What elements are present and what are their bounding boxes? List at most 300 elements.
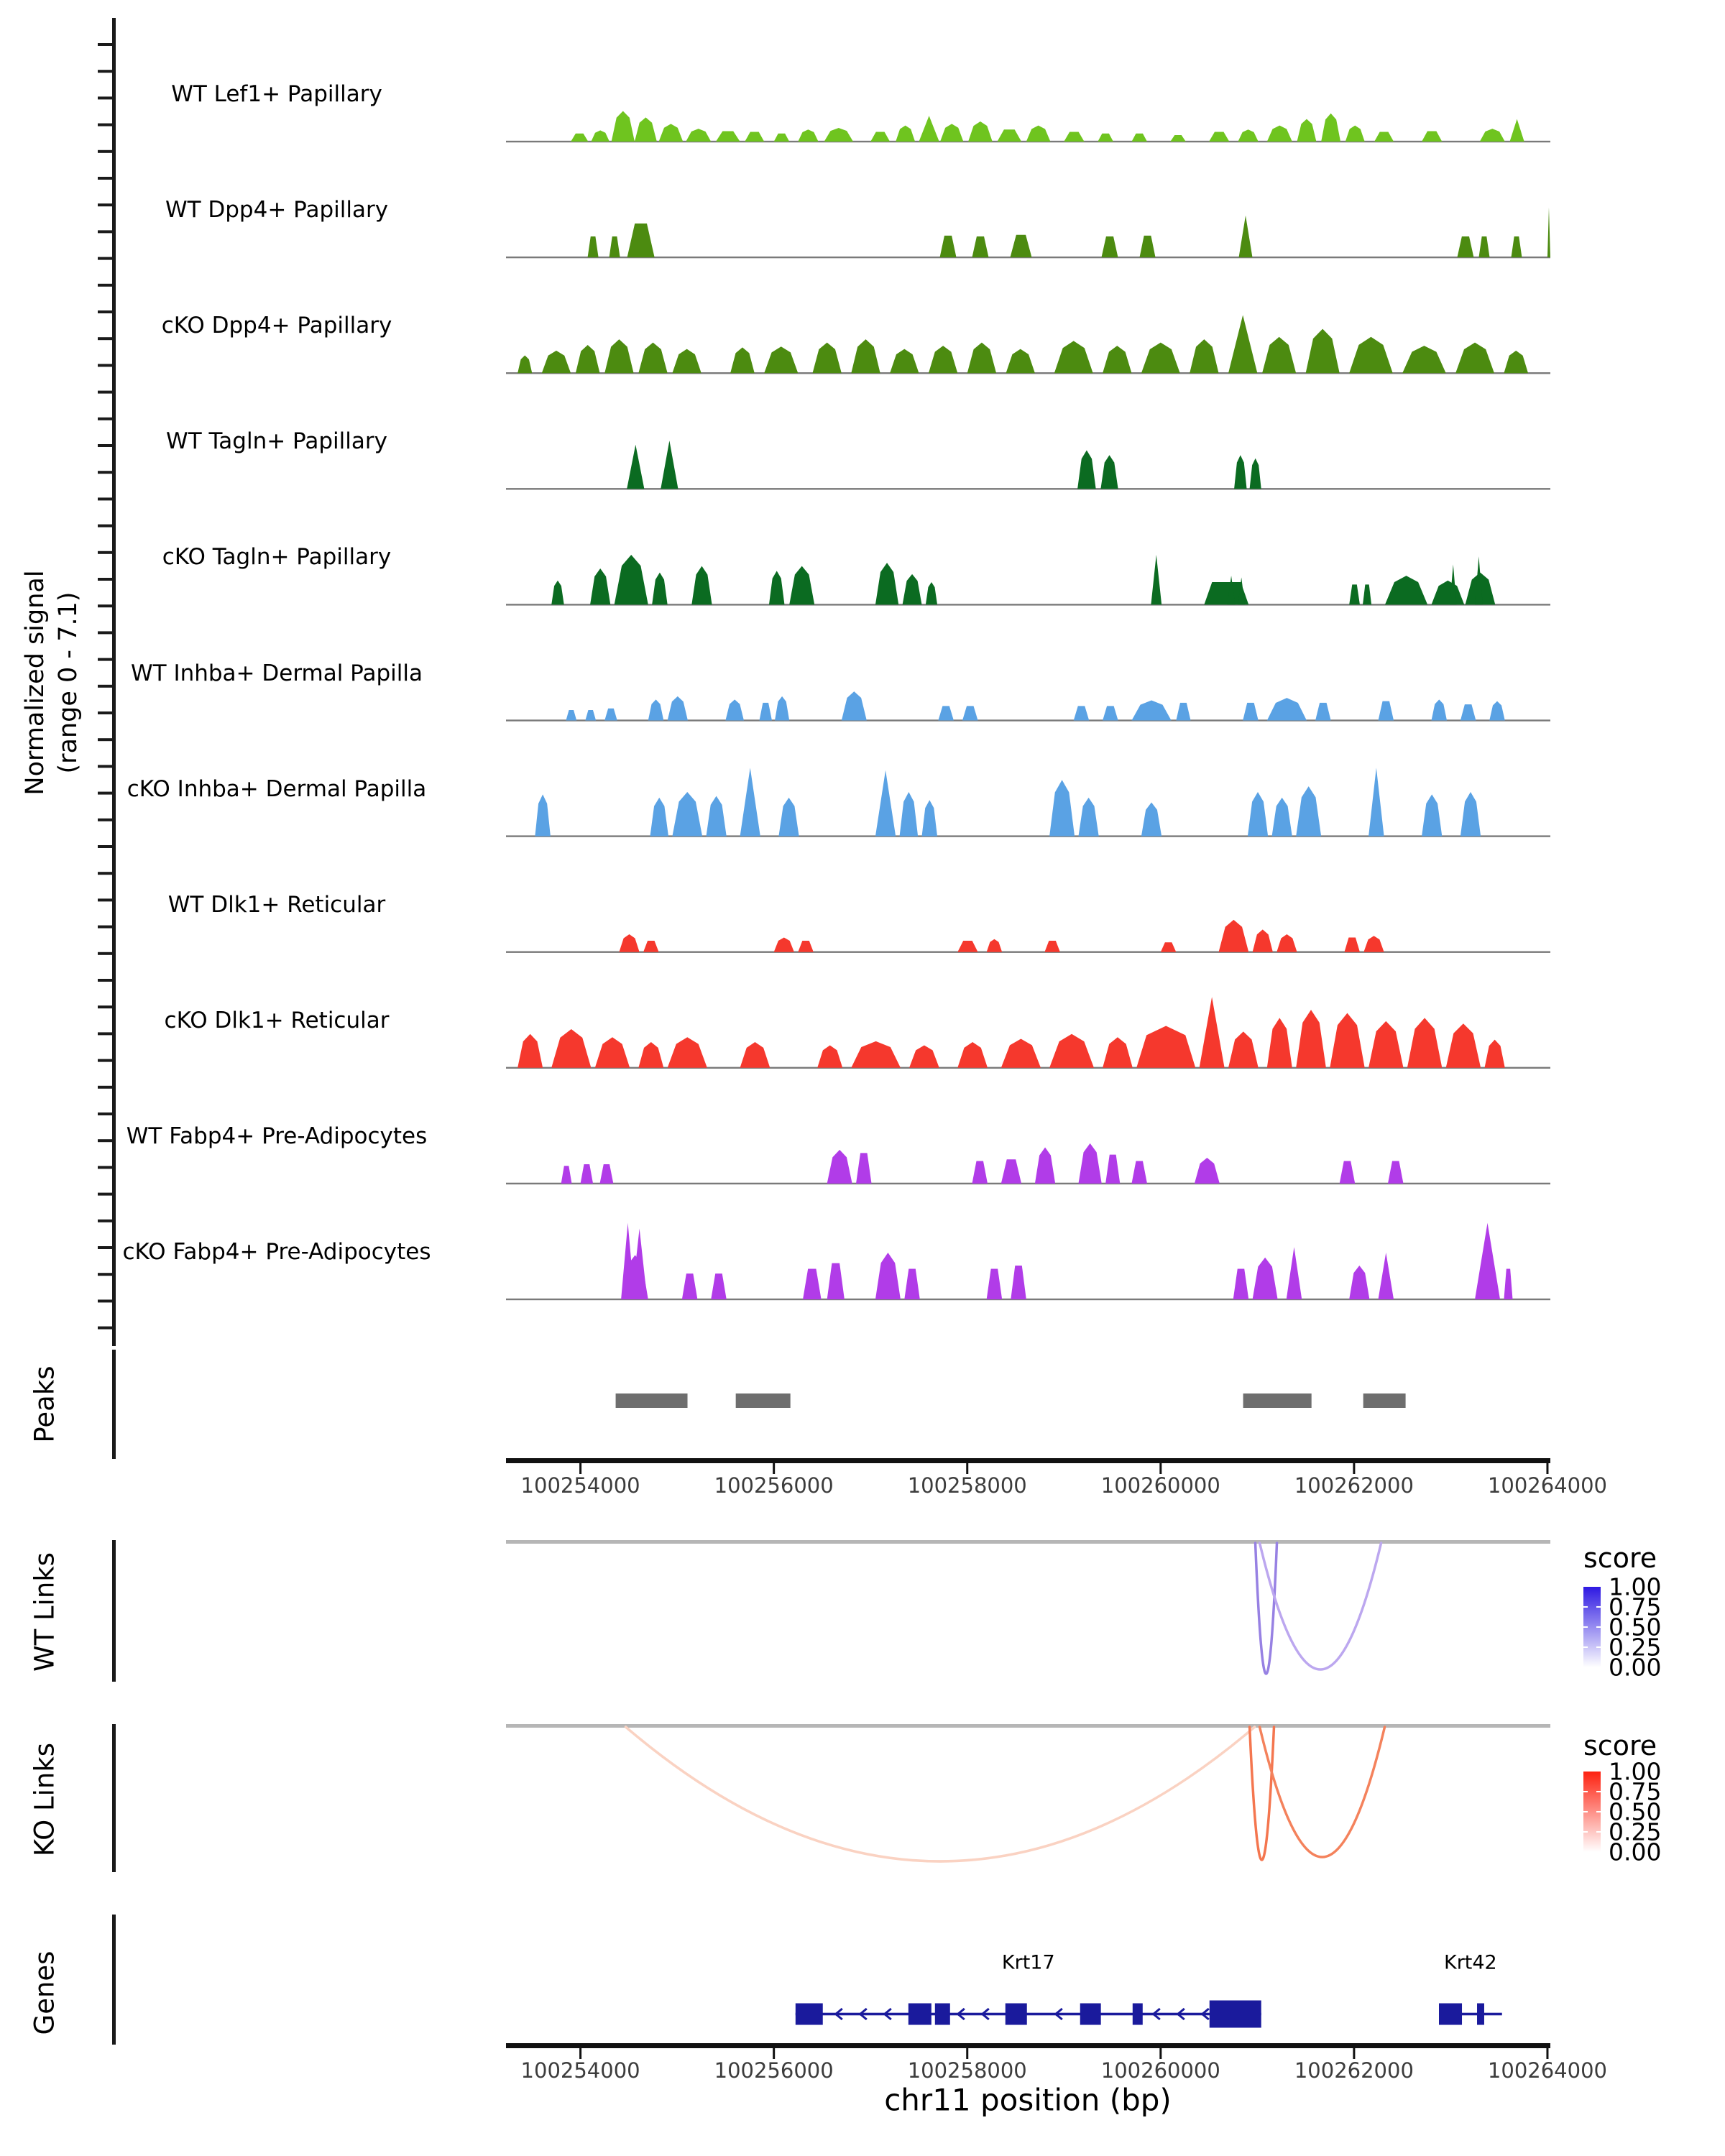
- signal-peak: [604, 339, 633, 373]
- signal-peak: [1234, 455, 1246, 489]
- signal-peak: [581, 1164, 593, 1184]
- signal-peak: [1385, 576, 1427, 604]
- signal-peak: [1044, 941, 1060, 952]
- signal-peak: [588, 236, 599, 257]
- genome-axis-tick: [1546, 1463, 1548, 1474]
- gene-exon: [935, 2004, 950, 2025]
- genome-axis-tick: [773, 1463, 775, 1474]
- signal-peak: [1262, 337, 1296, 373]
- gene-label-krt42: Krt42: [1443, 1951, 1497, 1974]
- signal-peak: [1250, 459, 1261, 489]
- tracks-axis-tick: [98, 979, 114, 982]
- signal-peak: [812, 343, 841, 374]
- genome-axis-tick-label: 100258000: [907, 1473, 1027, 1498]
- signal-peak: [686, 129, 711, 142]
- signal-peak: [612, 111, 635, 142]
- signal-peak: [775, 696, 789, 721]
- wt-score-legend-value-label: 0.25: [1609, 1633, 1662, 1662]
- genome-axis-bar: [506, 1458, 1550, 1463]
- signal-peak: [1190, 339, 1218, 373]
- tracks-axis-spine: [112, 18, 116, 1346]
- ko-score-legend-title: score: [1583, 1730, 1657, 1761]
- signal-peak: [585, 710, 596, 721]
- genome-axis-tick-label: 100254000: [520, 1473, 640, 1498]
- genome-axis-tick-label: 100258000: [907, 2058, 1027, 2083]
- tracks-axis-tick: [98, 765, 114, 768]
- signal-peak: [798, 129, 818, 142]
- tracks-axis-tick: [98, 792, 114, 795]
- genome-axis-tick-label: 100260000: [1100, 2058, 1220, 2083]
- signal-peak: [1248, 792, 1268, 837]
- track-label-1: WT Dpp4+ Papillary: [165, 197, 389, 224]
- signal-peak: [1297, 119, 1317, 142]
- genome-axis-tick: [1353, 2048, 1355, 2059]
- signal-peak: [997, 129, 1021, 142]
- track-label-6: cKO Inhba+ Dermal Papilla: [126, 775, 427, 802]
- signal-peak: [576, 345, 600, 373]
- signal-peak: [1460, 704, 1476, 720]
- signal-peak: [1001, 1038, 1041, 1067]
- signal-peak: [1480, 129, 1505, 142]
- signal-peak: [627, 224, 655, 257]
- signal-peak: [691, 566, 712, 605]
- signal-peak: [1330, 1013, 1364, 1068]
- signal-peak: [827, 1263, 845, 1299]
- signal-peak: [1276, 934, 1297, 952]
- tracks-axis-tick: [98, 872, 114, 875]
- signal-peak: [1238, 129, 1258, 142]
- peaks-panel-spine: [112, 1350, 116, 1459]
- signal-peak: [1340, 1161, 1356, 1184]
- genome-axis-tick-label: 100264000: [1487, 1473, 1607, 1498]
- signal-peak: [1243, 703, 1259, 721]
- track-label-2: cKO Dpp4+ Papillary: [161, 313, 392, 339]
- signal-peak: [535, 794, 551, 836]
- signal-peak: [764, 346, 798, 373]
- signal-peak: [1078, 1143, 1101, 1184]
- peak-region: [1243, 1393, 1312, 1408]
- signal-peak: [650, 798, 668, 837]
- wt-score-legend-bar-tick: [1583, 1646, 1588, 1648]
- signal-peak: [1074, 706, 1090, 720]
- tracks-axis-tick: [98, 1273, 114, 1276]
- signal-peak: [711, 1273, 727, 1299]
- tracks-axis-tick: [98, 845, 114, 848]
- signal-peak: [870, 132, 890, 142]
- signal-peak: [987, 1268, 1003, 1299]
- ko-score-legend-value-label: 0.25: [1609, 1818, 1662, 1846]
- signal-peak: [1026, 126, 1051, 142]
- y-axis-label-line1: Normalized signal: [21, 570, 50, 796]
- tracks-axis-tick: [98, 444, 114, 447]
- genome-axis-tick: [966, 2048, 968, 2059]
- signal-peak: [1368, 768, 1384, 836]
- signal-peak: [1035, 1148, 1055, 1184]
- ko-score-legend-value-label: 0.00: [1609, 1838, 1662, 1866]
- signal-peak: [1136, 1026, 1195, 1068]
- signal-peak: [1432, 581, 1465, 605]
- signal-peak: [1388, 1161, 1404, 1184]
- signal-peak: [1306, 329, 1340, 374]
- tracks-axis-tick: [98, 711, 114, 714]
- signal-peak: [1200, 997, 1225, 1068]
- signal-peak: [730, 347, 755, 373]
- signal-peak: [1098, 134, 1113, 142]
- genome-axis-tick-label: 100256000: [714, 1473, 834, 1498]
- side-label-wt-links: WT Links: [29, 1552, 60, 1672]
- signal-peak: [1267, 1018, 1292, 1067]
- tracks-axis-tick: [98, 43, 114, 46]
- signal-peak: [929, 346, 957, 373]
- tracks-axis-tick: [98, 1220, 114, 1222]
- signal-peak: [1455, 343, 1494, 374]
- track-baseline: [506, 952, 1550, 953]
- signal-peak: [1049, 1034, 1094, 1068]
- signal-peak: [604, 709, 617, 721]
- signal-peak: [1407, 1018, 1442, 1067]
- signal-peak: [1176, 703, 1190, 721]
- peak-region: [616, 1393, 688, 1408]
- tracks-axis-tick: [98, 497, 114, 500]
- signal-peak: [957, 941, 978, 952]
- tracks-axis-tick: [98, 738, 114, 741]
- ko-score-legend-value-label: 0.50: [1609, 1797, 1662, 1826]
- gene-exon: [1477, 2004, 1484, 2025]
- tracks-axis-tick: [98, 124, 114, 126]
- signal-peak: [1504, 1268, 1512, 1299]
- wt-link-panel-spine: [112, 1540, 116, 1682]
- signal-peak: [1363, 936, 1384, 952]
- tracks-axis-tick: [98, 1246, 114, 1249]
- signal-peak: [967, 343, 996, 374]
- signal-peak: [778, 798, 799, 837]
- gene-exon: [1133, 2004, 1143, 2025]
- signal-peak: [1349, 337, 1393, 373]
- signal-peak: [1170, 135, 1186, 142]
- signal-peak: [1344, 938, 1360, 952]
- signal-peak: [619, 934, 639, 952]
- signal-peak: [610, 236, 620, 257]
- signal-peak: [774, 938, 794, 952]
- signal-peak: [1422, 131, 1442, 142]
- wt-link-arc: [1256, 1543, 1277, 1674]
- signal-peak: [551, 1029, 591, 1068]
- tracks-axis-tick: [98, 578, 114, 581]
- tracks-axis-tick: [98, 631, 114, 634]
- wt-link-top-line: [506, 1540, 1550, 1544]
- genome-axis-tick-label: 100262000: [1294, 1473, 1414, 1498]
- signal-peak: [1103, 706, 1118, 720]
- genome-axis-tick: [773, 2048, 775, 2059]
- tracks-axis-tick: [98, 284, 114, 287]
- wt-score-legend-value-label: 0.50: [1609, 1613, 1662, 1641]
- ko-score-legend-bar-tick: [1583, 1791, 1588, 1792]
- signal-peak: [627, 445, 644, 489]
- track-label-10: cKO Fabp4+ Pre-Adipocytes: [122, 1239, 431, 1265]
- signal-peak: [1363, 584, 1371, 604]
- tracks-axis-tick: [98, 1032, 114, 1035]
- signal-peak: [1368, 1021, 1403, 1068]
- wt-score-legend-title: score: [1583, 1542, 1657, 1574]
- ko-score-legend-value-label: 0.75: [1609, 1777, 1662, 1806]
- tracks-axis-tick: [98, 150, 114, 153]
- tracks-axis-tick: [98, 819, 114, 821]
- signal-peak: [798, 941, 814, 952]
- gene-exon: [1439, 2004, 1462, 2025]
- signal-peak: [590, 568, 610, 604]
- signal-peak: [1010, 235, 1031, 257]
- signal-peak: [595, 1037, 630, 1068]
- genome-axis-tick: [1159, 1463, 1162, 1474]
- signal-peak: [759, 703, 771, 721]
- signal-peak: [615, 555, 648, 604]
- tracks-axis-tick: [98, 525, 114, 528]
- signal-peak: [1296, 786, 1321, 836]
- signal-peak: [1131, 134, 1147, 142]
- wt-score-legend-value-label: 0.75: [1609, 1593, 1662, 1621]
- signal-peak: [551, 581, 564, 605]
- signal-peak: [1077, 451, 1096, 489]
- tracks-axis-tick: [98, 364, 114, 367]
- signal-peak: [926, 582, 937, 604]
- signal-peak: [1239, 216, 1253, 257]
- signal-peak: [1100, 455, 1118, 489]
- wt-score-legend-value-label: 0.00: [1609, 1653, 1662, 1682]
- genome-axis-bar: [506, 2043, 1550, 2048]
- tracks-axis-tick: [98, 96, 114, 99]
- side-label-peaks: Peaks: [29, 1365, 60, 1443]
- signal-peak: [972, 236, 988, 257]
- signal-peak: [774, 134, 790, 142]
- signal-peak: [1460, 792, 1481, 837]
- signal-peak: [672, 792, 702, 837]
- signal-peak: [1011, 1266, 1026, 1299]
- genome-axis-tick-label: 100262000: [1294, 2058, 1414, 2083]
- peak-region: [736, 1393, 791, 1408]
- gene-label-krt17: Krt17: [1001, 1951, 1055, 1974]
- x-axis-title: chr11 position (bp): [884, 2082, 1172, 2118]
- genome-axis-tick: [1353, 1463, 1355, 1474]
- signal-peak: [1475, 1223, 1500, 1299]
- signal-peak: [903, 574, 922, 605]
- signal-peak: [1001, 1159, 1021, 1184]
- signal-peak: [659, 124, 684, 142]
- signal-peak: [716, 131, 740, 142]
- signal-peak: [803, 1268, 822, 1299]
- peak-region: [1363, 1393, 1406, 1408]
- signal-peak: [1131, 1161, 1147, 1184]
- signal-peak: [890, 349, 919, 374]
- signal-peak: [919, 116, 939, 142]
- signal-peak: [1161, 942, 1177, 952]
- genome-axis-tick: [579, 2048, 581, 2059]
- signal-peak: [1105, 1155, 1120, 1184]
- signal-peak: [1006, 349, 1035, 374]
- tracks-axis-tick: [98, 1059, 114, 1062]
- ko-score-legend-bar-tick: [1583, 1811, 1588, 1812]
- signal-peak: [817, 1045, 842, 1067]
- track-label-3: WT Tagln+ Papillary: [166, 428, 387, 455]
- signal-peak: [648, 699, 664, 720]
- signal-peak: [1349, 1266, 1369, 1299]
- wt-score-legend-bar-tick: [1596, 1606, 1601, 1608]
- signal-peak: [661, 441, 678, 489]
- gene-exon: [796, 2004, 823, 2025]
- signal-peak: [668, 696, 688, 721]
- tracks-axis-tick: [98, 310, 114, 313]
- genome-axis-tick: [1159, 2048, 1162, 2059]
- genome-axis-tick: [579, 1463, 581, 1474]
- signal-peak: [652, 573, 668, 605]
- signal-peak: [922, 800, 938, 836]
- genome-axis-tick: [1546, 2048, 1548, 2059]
- side-label-genes: Genes: [29, 1950, 60, 2035]
- signal-peak: [1209, 132, 1229, 142]
- genome-axis-tick: [966, 1463, 968, 1474]
- signal-peak: [769, 571, 785, 604]
- y-axis-label-line2: (range 0 - 7.1): [54, 591, 83, 774]
- signal-peak: [968, 121, 993, 142]
- signal-peak: [1267, 126, 1292, 142]
- track-label-8: cKO Dlk1+ Reticular: [164, 1007, 390, 1033]
- signal-peak: [1349, 584, 1360, 604]
- signal-peak: [1478, 236, 1489, 257]
- signal-peak: [1485, 1040, 1505, 1068]
- signal-peak: [1228, 1031, 1259, 1067]
- signal-peak: [1504, 351, 1528, 373]
- signal-peak: [1374, 132, 1394, 142]
- genome-axis-tick-label: 100260000: [1100, 1473, 1220, 1498]
- ko-score-legend-bar-tick: [1596, 1791, 1601, 1792]
- signal-peak: [1402, 346, 1446, 373]
- wt-score-legend-bar-tick: [1596, 1646, 1601, 1648]
- signal-peak: [1272, 798, 1292, 837]
- signal-peak: [1379, 701, 1394, 721]
- ko-link-panel-spine: [112, 1724, 116, 1872]
- track-label-7: WT Dlk1+ Reticular: [167, 891, 386, 918]
- signal-peak: [571, 134, 588, 142]
- signal-peak: [1219, 920, 1249, 952]
- tracks-axis-tick: [98, 337, 114, 340]
- ko-score-legend-value-label: 1.00: [1609, 1757, 1662, 1786]
- signal-peak: [1509, 119, 1524, 142]
- wt-score-legend-bar-tick: [1583, 1606, 1588, 1608]
- signal-peak: [789, 566, 814, 605]
- tracks-axis-tick: [98, 177, 114, 180]
- signal-peak: [1321, 114, 1340, 142]
- ko-link-arc: [626, 1727, 1255, 1861]
- signal-peak: [1228, 315, 1257, 374]
- signal-peak: [566, 710, 576, 721]
- signal-peak: [1233, 1268, 1249, 1299]
- signal-peak: [1287, 1247, 1302, 1299]
- signal-peak: [1103, 346, 1131, 373]
- signal-peak: [1267, 698, 1307, 720]
- signal-peak: [940, 124, 963, 142]
- ko-score-legend-bar-tick: [1596, 1831, 1601, 1833]
- tracks-axis-tick: [98, 391, 114, 394]
- tracks-axis-tick: [98, 1327, 114, 1330]
- signal-peak: [561, 1166, 572, 1184]
- signal-peak: [740, 768, 760, 836]
- signal-peak: [896, 126, 915, 142]
- tracks-axis-tick: [98, 1139, 114, 1142]
- ko-score-legend-bar-tick: [1596, 1811, 1601, 1812]
- signal-peak: [740, 1042, 770, 1068]
- signal-peak: [1489, 701, 1505, 721]
- signal-peak: [851, 1041, 901, 1068]
- track-label-5: WT Inhba+ Dermal Papilla: [131, 660, 423, 686]
- signal-peak: [824, 128, 853, 142]
- signal-peak: [962, 706, 978, 720]
- tracks-axis-tick: [98, 952, 114, 955]
- signal-peak: [842, 691, 867, 720]
- signal-peak: [638, 1042, 663, 1068]
- signal-peak: [875, 563, 898, 604]
- ko-link-arc: [1260, 1727, 1385, 1857]
- signal-peak: [725, 699, 744, 720]
- tracks-axis-tick: [98, 70, 114, 73]
- signal-peak: [1064, 132, 1084, 142]
- signal-peak: [672, 349, 701, 374]
- signal-peak: [972, 1161, 988, 1184]
- signal-peak: [1512, 236, 1522, 257]
- tracks-axis-tick: [98, 898, 114, 901]
- signal-peak: [875, 1253, 901, 1299]
- signal-peak: [638, 343, 667, 374]
- ko-score-legend-bar-tick: [1583, 1831, 1588, 1833]
- tracks-axis-tick: [98, 471, 114, 474]
- signal-peak: [987, 939, 1003, 952]
- signal-peak: [1296, 1010, 1326, 1068]
- tracks-axis-tick: [98, 926, 114, 929]
- track-label-4: cKO Tagln+ Papillary: [162, 544, 392, 571]
- tracks-axis-tick: [98, 1112, 114, 1115]
- signal-peak: [518, 356, 532, 374]
- tracks-axis-tick: [98, 604, 114, 607]
- signal-peak: [1432, 699, 1448, 720]
- tracks-axis-tick: [98, 230, 114, 233]
- gene-exon: [1006, 2004, 1027, 2025]
- signal-peak: [1141, 803, 1162, 837]
- signal-peak: [1253, 929, 1273, 952]
- signal-peak: [1253, 1258, 1278, 1299]
- signal-peak: [518, 1034, 543, 1068]
- signal-peak: [875, 770, 896, 837]
- genome-axis-tick-label: 100264000: [1487, 2058, 1607, 2083]
- signal-peak: [1547, 208, 1550, 257]
- track-label-9: WT Fabp4+ Pre-Adipocytes: [126, 1123, 428, 1149]
- signal-peak: [1078, 798, 1098, 837]
- signal-peak: [1141, 343, 1180, 374]
- signal-peak: [1103, 1037, 1133, 1068]
- tracks-axis-tick: [98, 658, 114, 661]
- gene-exon: [1210, 2001, 1261, 2028]
- tracks-axis-tick: [98, 685, 114, 688]
- gene-exon: [908, 2004, 932, 2025]
- wt-link-arc: [1260, 1543, 1381, 1669]
- track-label-0: WT Lef1+ Papillary: [171, 81, 382, 107]
- signal-peak: [1054, 341, 1093, 373]
- tracks-axis-tick: [98, 1086, 114, 1089]
- tracks-axis-tick: [98, 551, 114, 554]
- side-label-ko-links: KO Links: [29, 1742, 60, 1857]
- signal-peak: [1457, 236, 1473, 257]
- ko-link-top-line: [506, 1724, 1550, 1728]
- tracks-axis-tick: [98, 418, 114, 420]
- tracks-axis-tick: [98, 203, 114, 206]
- signal-peak: [1379, 1253, 1394, 1299]
